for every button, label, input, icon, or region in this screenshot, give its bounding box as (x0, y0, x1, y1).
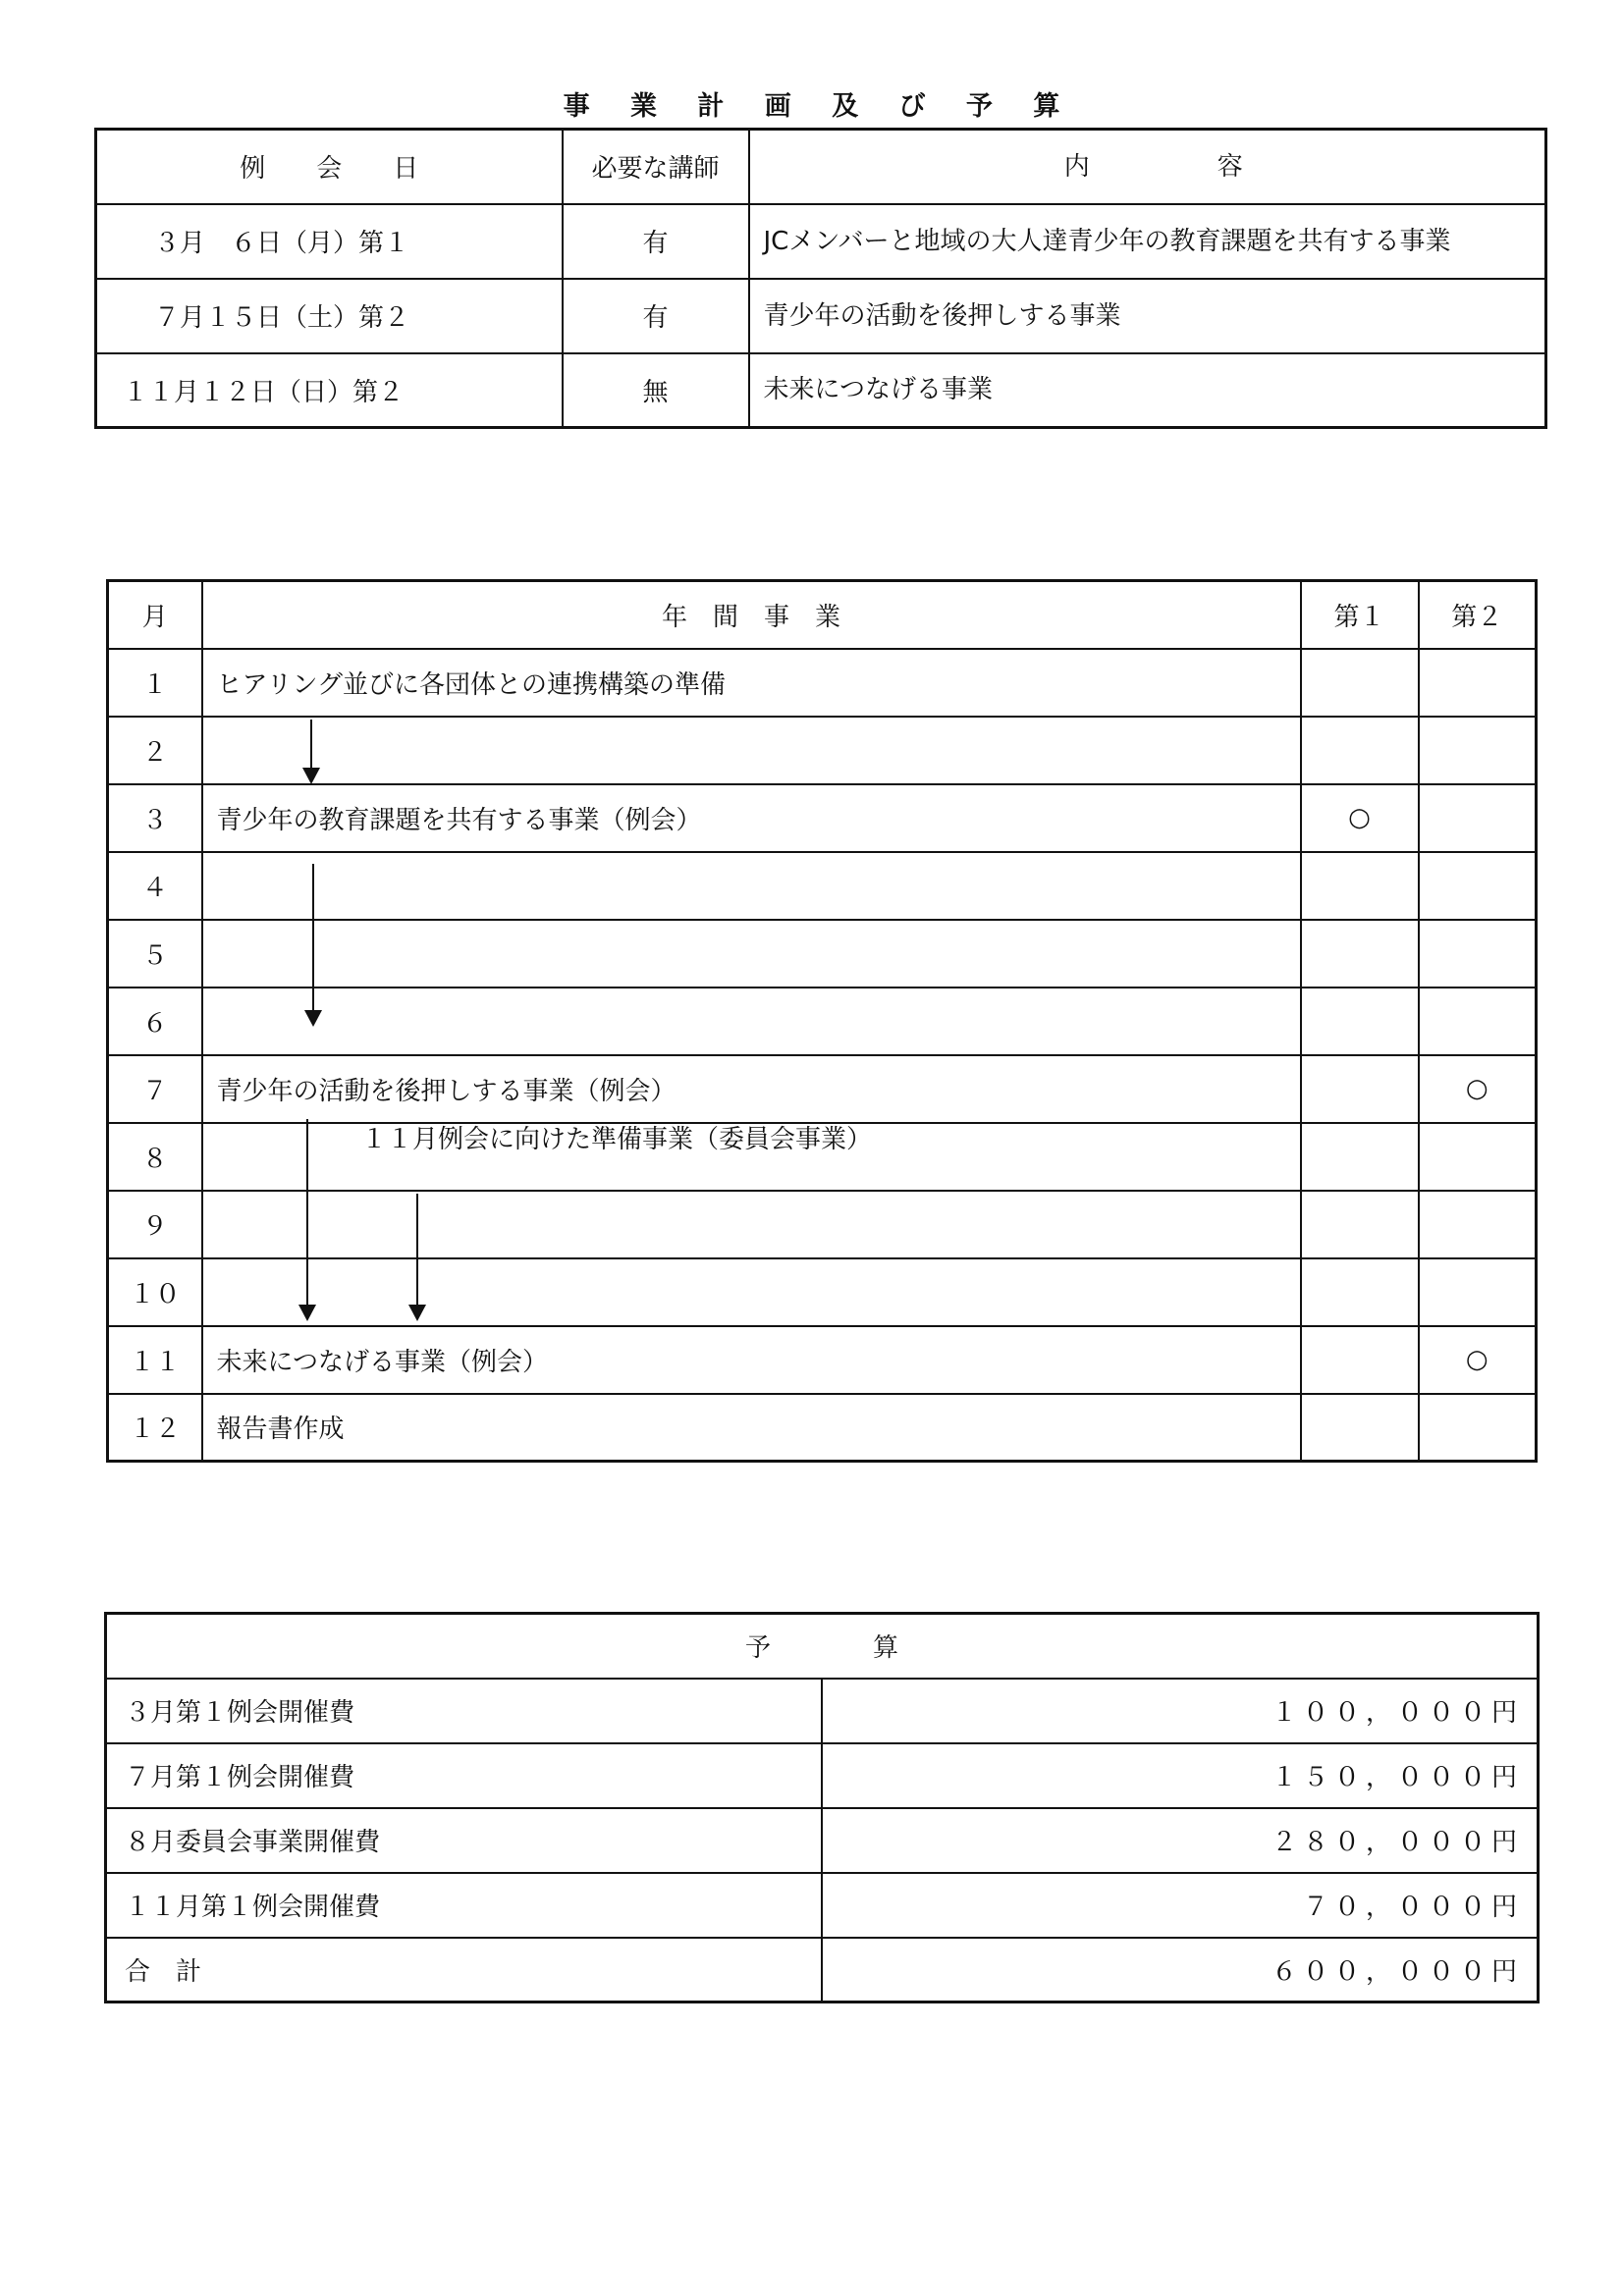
month-cell: １１ (108, 1326, 202, 1394)
table-row (106, 1873, 1539, 1938)
meeting-content: 未来につなげる事業 (749, 353, 1546, 428)
table-row (96, 204, 1546, 279)
event-cell (202, 1191, 1301, 1258)
header-budget: 予 算 (106, 1614, 1539, 1679)
budget-label: ３月第１例会開催費 (106, 1679, 823, 1743)
budget-amount: ２８０，０００円 (822, 1808, 1539, 1873)
table-row (108, 1191, 1537, 1258)
table-row (106, 1938, 1539, 2002)
second-mark (1419, 852, 1537, 920)
event-cell (202, 988, 1301, 1055)
table-row (106, 1679, 1539, 1743)
table-row (96, 353, 1546, 428)
arrow-down-icon (310, 720, 312, 769)
table-row (108, 649, 1537, 717)
lecturer-needed: 無 (563, 353, 749, 428)
table-row (108, 784, 1537, 852)
event-cell: 報告書作成 (202, 1394, 1301, 1462)
month-cell: １０ (108, 1258, 202, 1326)
first-mark (1301, 1394, 1419, 1462)
table-row (108, 1055, 1537, 1123)
event-cell (202, 852, 1301, 920)
second-mark (1419, 920, 1537, 988)
month-cell: ５ (108, 920, 202, 988)
event-cell (202, 920, 1301, 988)
first-mark (1301, 1191, 1419, 1258)
budget-label: １１月第１例会開催費 (106, 1873, 823, 1938)
first-mark (1301, 920, 1419, 988)
first-mark (1301, 1326, 1419, 1394)
arrow-down-icon (416, 1194, 418, 1306)
page-title: 事 業 計 画 及 び 予 算 (563, 91, 1076, 122)
table-row (108, 1394, 1537, 1462)
table-row (106, 1743, 1539, 1808)
budget-table (104, 1612, 1540, 2003)
arrow-down-icon (312, 864, 314, 1011)
event-cell: 青少年の活動を後押しする事業（例会） (202, 1055, 1301, 1123)
header-date: 例 会 日 (96, 130, 563, 204)
table-row (108, 1326, 1537, 1394)
second-mark (1419, 1191, 1537, 1258)
header-second: 第２ (1419, 581, 1537, 649)
month-cell: ２ (108, 717, 202, 784)
meeting-date: １１月１２日（日）第２ (96, 353, 563, 428)
header-month: 月 (108, 581, 202, 649)
budget-amount: ７０，０００円 (822, 1873, 1539, 1938)
table-row (96, 279, 1546, 353)
second-mark (1419, 988, 1537, 1055)
first-mark (1301, 649, 1419, 717)
meeting-schedule-table (94, 128, 1547, 429)
first-mark (1301, 1055, 1419, 1123)
lecturer-needed: 有 (563, 204, 749, 279)
table-row (106, 1808, 1539, 1873)
second-mark (1419, 649, 1537, 717)
month-cell: ８ (108, 1123, 202, 1191)
month-cell: ９ (108, 1191, 202, 1258)
month-cell: ４ (108, 852, 202, 920)
arrow-down-icon (306, 1119, 308, 1306)
first-mark (1301, 717, 1419, 784)
event-cell (202, 717, 1301, 784)
second-mark: ○ (1419, 1055, 1537, 1123)
header-lecturer: 必要な講師 (563, 130, 749, 204)
lecturer-needed: 有 (563, 279, 749, 353)
event-cell: 青少年の教育課題を共有する事業（例会） (202, 784, 1301, 852)
meeting-date: ３月 ６日（月）第１ (96, 204, 563, 279)
month-cell: ６ (108, 988, 202, 1055)
table-row (108, 1258, 1537, 1326)
table-header-row (108, 581, 1537, 649)
first-mark (1301, 852, 1419, 920)
preparation-note: １１月例会に向けた準備事業（委員会事業） (361, 1125, 873, 1154)
second-mark (1419, 1123, 1537, 1191)
month-cell: １２ (108, 1394, 202, 1462)
table-header-row (96, 130, 1546, 204)
budget-total-label: 合 計 (106, 1938, 823, 2002)
event-cell: 未来につなげる事業（例会） (202, 1326, 1301, 1394)
event-cell: ヒアリング並びに各団体との連携構築の準備 (202, 649, 1301, 717)
header-first: 第１ (1301, 581, 1419, 649)
budget-label: ８月委員会事業開催費 (106, 1808, 823, 1873)
event-cell (202, 1258, 1301, 1326)
second-mark: ○ (1419, 1326, 1537, 1394)
header-content: 内 容 (749, 130, 1546, 204)
month-cell: ３ (108, 784, 202, 852)
first-mark (1301, 988, 1419, 1055)
month-cell: ７ (108, 1055, 202, 1123)
meeting-content: 青少年の活動を後押しする事業 (749, 279, 1546, 353)
budget-label: ７月第１例会開催費 (106, 1743, 823, 1808)
meeting-date: ７月１５日（土）第２ (96, 279, 563, 353)
first-mark (1301, 1258, 1419, 1326)
second-mark (1419, 1258, 1537, 1326)
header-annual-events: 年 間 事 業 (202, 581, 1301, 649)
table-header-row (106, 1614, 1539, 1679)
budget-total-amount: ６００，０００円 (822, 1938, 1539, 2002)
table-row (108, 920, 1537, 988)
second-mark (1419, 1394, 1537, 1462)
table-row (108, 717, 1537, 784)
table-row (108, 852, 1537, 920)
budget-amount: １５０，０００円 (822, 1743, 1539, 1808)
meeting-content: JCメンバーと地域の大人達青少年の教育課題を共有する事業 (749, 204, 1546, 279)
month-cell: １ (108, 649, 202, 717)
first-mark (1301, 1123, 1419, 1191)
second-mark (1419, 717, 1537, 784)
second-mark (1419, 784, 1537, 852)
first-mark: ○ (1301, 784, 1419, 852)
budget-amount: １００，０００円 (822, 1679, 1539, 1743)
